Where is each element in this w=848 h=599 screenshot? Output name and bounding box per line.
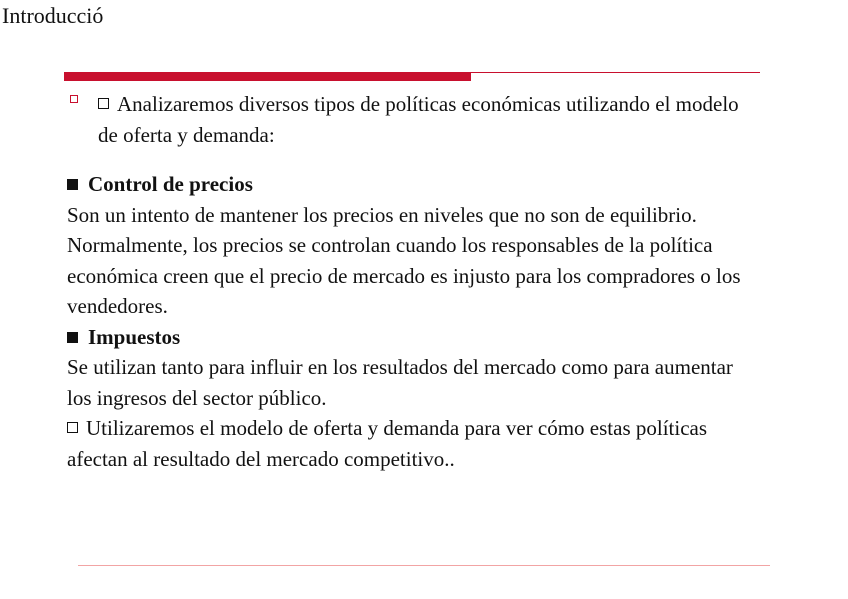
section-heading-taxes xyxy=(67,322,757,353)
hollow-square-icon xyxy=(67,422,78,433)
closing-text: Utilizaremos el modelo de oferta y demanda para ver cómo estas políticas afectan al resultado del mercado competitivo.. xyxy=(67,416,708,471)
section-heading-price-control xyxy=(67,169,757,200)
slide-body xyxy=(67,89,757,474)
footer-rule xyxy=(78,565,770,566)
red-square-bullet-icon xyxy=(70,95,78,103)
paragraph: Normalmente, los precios se controlan cuando los responsables de la política económica creen que el precio de mercado es injusto para los compradores o los vendedores. xyxy=(67,233,741,318)
paragraph: Se utilizan tanto para influir en los resultados del mercado como para aumentar los ingresos del sector público. xyxy=(67,355,733,410)
intro-text: Analizaremos diversos tipos de políticas económicas utilizando el modelo de oferta y demanda: xyxy=(98,92,739,147)
section-heading-label: Impuestos xyxy=(88,324,181,349)
hollow-square-icon xyxy=(98,98,109,109)
slide-title: Introducció xyxy=(2,3,104,28)
filled-square-bullet-icon xyxy=(67,332,78,343)
filled-square-bullet-icon xyxy=(67,179,78,190)
header-rule-thick xyxy=(64,72,471,81)
closing-paragraph xyxy=(67,413,757,474)
section-heading-label: Control de precios xyxy=(88,172,253,196)
paragraph: Son un intento de mantener los precios en niveles que no son de equilibrio. xyxy=(67,202,697,227)
intro-bullet xyxy=(67,89,757,150)
